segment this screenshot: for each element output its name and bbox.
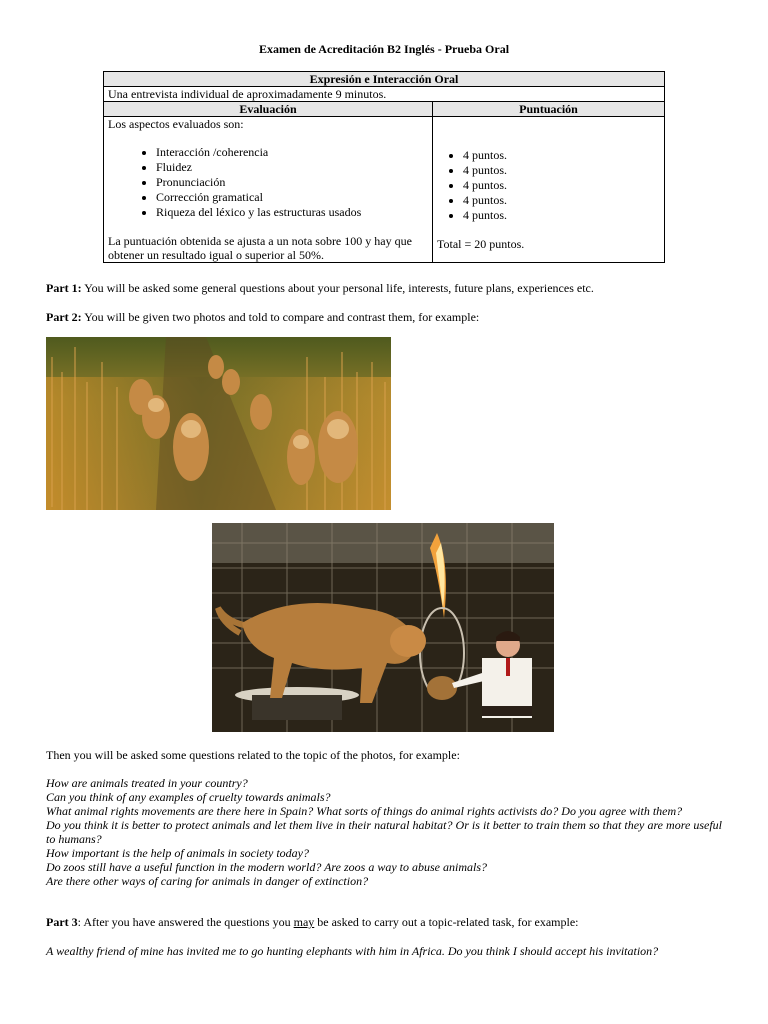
- list-item: How are animals treated in your country?: [46, 776, 248, 790]
- part3-text: : After you have answered the questions you: [77, 915, 294, 929]
- column-header-evaluation: Evaluación: [104, 102, 433, 117]
- list-item: Do zoos still have a useful function in the modern world? Are zoos a way to abuse animals?: [46, 860, 487, 874]
- part2-text: You will be given two photos and told to compare and contrast them, for example:: [81, 310, 480, 324]
- list-item: • 4 puntos.: [463, 208, 660, 223]
- list-item: Are there other ways of caring for animals in danger of extinction?: [46, 874, 369, 888]
- task-text: A wealthy friend of mine has invited me to go hunting elephants with him in Africa. Do you think I should accept his invitation?: [46, 944, 659, 958]
- aspects-list: [108, 145, 428, 220]
- may-underlined: may: [293, 915, 315, 929]
- list-item: Can you think of any examples of cruelty towards animals?: [46, 790, 331, 804]
- evaluation-table: [103, 71, 665, 263]
- part3-label: Part 3: [46, 915, 78, 929]
- part1-text: You will be asked some general questions about your personal life, interests, future plans, experiences etc.: [81, 281, 594, 295]
- table-header: Expresión e Interacción Oral: [104, 72, 665, 87]
- list-item: Do you think it is better to protect animals and let them live in their natural habitat? Or is it better to train them so that they are more useful to humans?: [46, 818, 722, 846]
- points-list: [437, 148, 660, 223]
- part2-label: Part 2:: [46, 310, 82, 324]
- followup-text: Then you will be asked some questions related to the topic of the photos, for example:: [46, 748, 460, 762]
- part3-text-end: be asked to carry out a topic-related task, for example:: [314, 915, 579, 929]
- list-item: • 4 puntos.: [463, 163, 660, 178]
- score-note: La puntuación obtenida se ajusta a un nota sobre 100 y hay que obtener un resultado igual o superior al 50%.: [108, 234, 412, 262]
- total-points: Total = 20 puntos.: [437, 237, 525, 251]
- list-item: • 4 puntos.: [463, 178, 660, 193]
- aspects-label: Los aspectos evaluados son:: [108, 117, 244, 131]
- list-item: • Pronunciación: [156, 175, 428, 190]
- questions-list: [46, 776, 722, 888]
- list-item: • 4 puntos.: [463, 193, 660, 208]
- lionesses-photo: [46, 337, 391, 510]
- part3-paragraph: [46, 915, 726, 929]
- list-item: • Riqueza del léxico y las estructuras usados: [156, 205, 428, 220]
- points-cell: [433, 117, 665, 263]
- page-title: Examen de Acreditación B2 Inglés - Prueba Oral: [258, 42, 510, 56]
- list-item: • 4 puntos.: [463, 148, 660, 163]
- table-intro: Una entrevista individual de aproximadamente 9 minutos.: [104, 87, 665, 102]
- list-item: • Fluidez: [156, 160, 428, 175]
- list-item: How important is the help of animals in society today?: [46, 846, 309, 860]
- circus-photo: [212, 523, 554, 732]
- list-item: What animal rights movements are there here in Spain? What sorts of things do animal rights activists do? Do you agree with them?: [46, 804, 683, 818]
- column-header-points: Puntuación: [433, 102, 665, 117]
- part1-paragraph: [46, 281, 726, 295]
- part2-paragraph: [46, 310, 726, 324]
- part1-label: Part 1:: [46, 281, 82, 295]
- list-item: • Interacción /coherencia: [156, 145, 428, 160]
- list-item: • Corrección gramatical: [156, 190, 428, 205]
- evaluation-cell: [104, 117, 433, 263]
